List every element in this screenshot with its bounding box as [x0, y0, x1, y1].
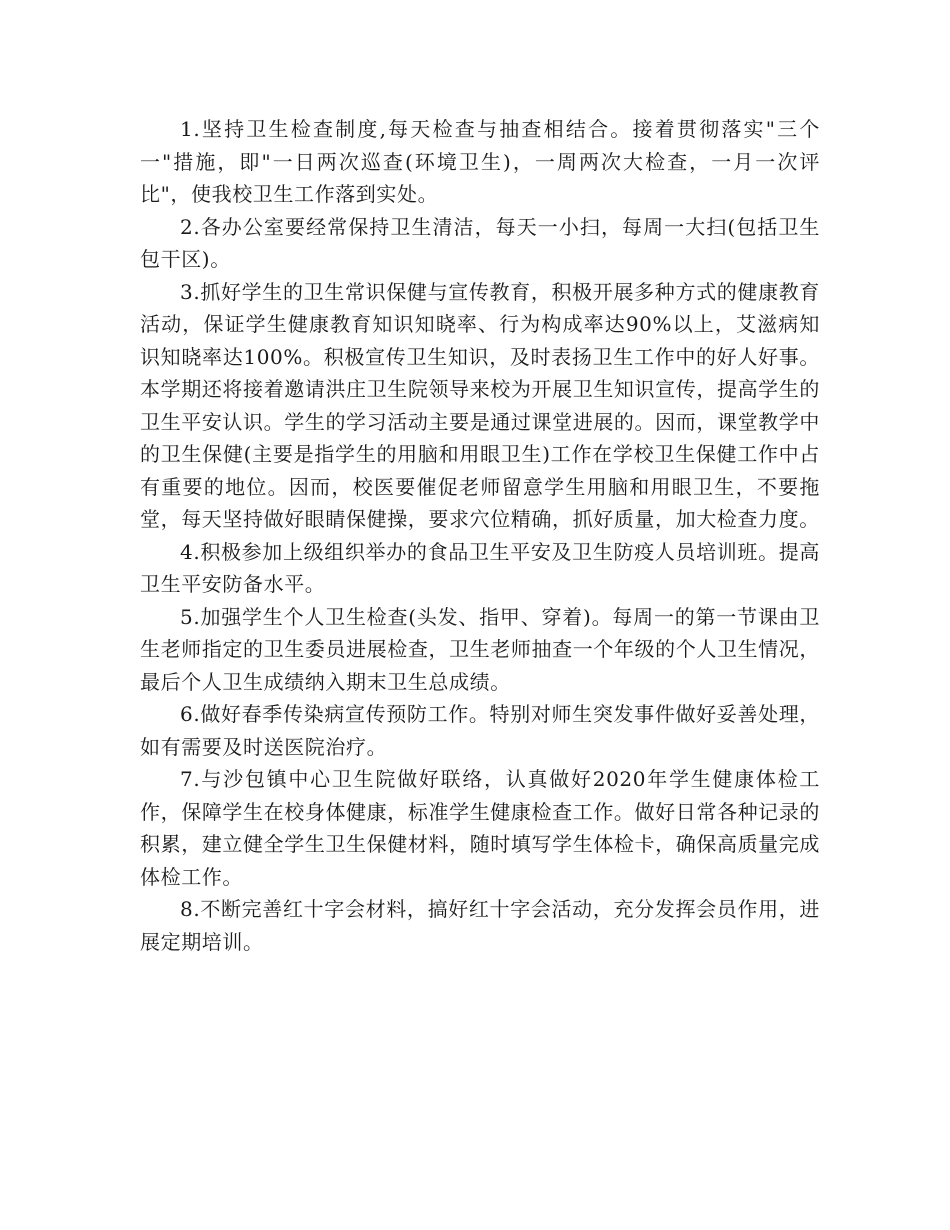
- paragraph-7: 7.与沙包镇中心卫生院做好联络，认真做好2020年学生健康体检工作，保障学生在校身体健康，标准学生健康检查工作。做好日常各种记录的积累，建立健全学生卫生保健材料，随时填写学生体检卡，确保高质量完成体检工作。: [140, 767, 820, 889]
- document-body: [140, 113, 820, 958]
- paragraph-3: 3.抓好学生的卫生常识保健与宣传教育，积极开展多种方式的健康教育活动，保证学生健康教育知识知晓率、行为构成率达90%以上，艾滋病知识知晓率达100%。积极宣传卫生知识，及时表扬卫生工作中的好人好事。本学期还将接着邀请洪庄卫生院领导来校为开展卫生知识宣传，提高学生的卫生平安认识。学生的学习活动主要是通过课堂进展的。因而，课堂教学中的卫生保健(主要是指学生的用脑和用眼卫生)工作在学校卫生保健工作中占有重要的地位。因而，校医要催促老师留意学生用脑和用眼卫生，不要拖堂，每天坚持做好眼睛保健操，要求穴位精确，抓好质量，加大检查力度。: [140, 279, 820, 531]
- paragraph-8: 8.不断完善红十字会材料，搞好红十字会活动，充分发挥会员作用，进展定期培训。: [140, 897, 820, 954]
- paragraph-6: 6.做好春季传染病宣传预防工作。特别对师生突发事件做好妥善处理，如有需要及时送医院治疗。: [140, 702, 820, 759]
- paragraph-4: 4.积极参加上级组织举办的食品卫生平安及卫生防疫人员培训班。提高卫生平安防备水平。: [140, 539, 820, 596]
- paragraph-5: 5.加强学生个人卫生检查(头发、指甲、穿着)。每周一的第一节课由卫生老师指定的卫生委员进展检查，卫生老师抽查一个年级的个人卫生情况，最后个人卫生成绩纳入期末卫生总成绩。: [140, 604, 820, 694]
- paragraph-1: 1.坚持卫生检查制度,每天检查与抽查相结合。接着贯彻落实"三个一"措施，即"一日两次巡查(环境卫生)，一周两次大检查，一月一次评比"，使我校卫生工作落到实处。: [140, 117, 820, 206]
- paragraph-2: 2.各办公室要经常保持卫生清洁，每天一小扫，每周一大扫(包括卫生包干区)。: [140, 214, 820, 271]
